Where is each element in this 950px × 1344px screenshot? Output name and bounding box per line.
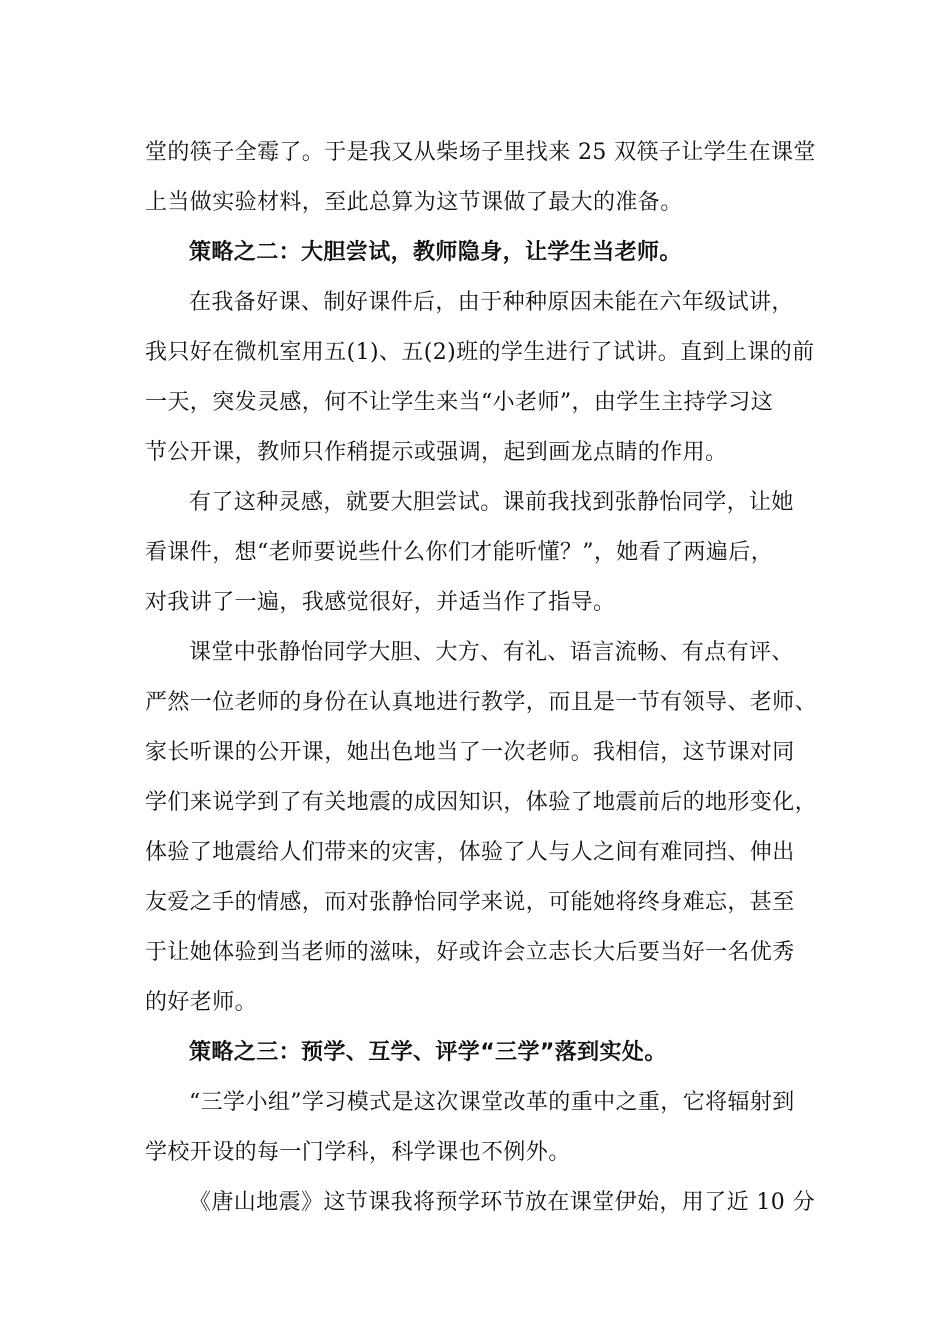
paragraph-line: 一天，突发灵感，何不让学生来当“小老师”，由学生主持学习这 — [145, 390, 774, 415]
paragraph-line: 我只好在微机室用五(1)、五(2)班的学生进行了试讲。直到上课的前 — [145, 340, 815, 365]
paragraph-line: 学们来说学到了有关地震的成因知识，体验了地震前后的地形变化， — [145, 790, 818, 815]
paragraph-line: 在我备好课、制好课件后，由于种种原因未能在六年级试讲， — [189, 290, 794, 315]
paragraph-line: 的好老师。 — [145, 990, 258, 1015]
paragraph-line: 学校开设的每一门学科，科学课也不例外。 — [145, 1140, 571, 1165]
section-heading: 策略之二：大胆尝试，教师隐身，让学生当老师。 — [189, 240, 682, 265]
paragraph-line: 严然一位老师的身份在认真地进行教学，而且是一节有领导、老师、 — [145, 690, 818, 715]
paragraph-line: 看课件，想“老师要说些什么你们才能听懂？”，她看了两遍后， — [145, 540, 774, 565]
paragraph-line: 于让她体验到当老师的滋味，好或许会立志长大后要当好一名优秀 — [145, 940, 795, 965]
paragraph-line: 课堂中张静怡同学大胆、大方、有礼、语言流畅、有点有评、 — [189, 640, 794, 665]
paragraph-line: 友爱之手的情感，而对张静怡同学来说，可能她将终身难忘，甚至 — [145, 890, 795, 915]
paragraph-line: 上当做实验材料，至此总算为这节课做了最大的准备。 — [145, 190, 683, 215]
paragraph-line: 对我讲了一遍，我感觉很好，并适当作了指导。 — [145, 590, 616, 615]
paragraph-line: 堂的筷子全霉了。于是我又从柴场子里找来 25 双筷子让学生在课堂 — [145, 140, 816, 165]
paragraph-line: 节公开课，教师只作稍提示或强调，起到画龙点睛的作用。 — [145, 440, 728, 465]
paragraph-line: 体验了地震给人们带来的灾害，体验了人与人之间有难同挡、伸出 — [145, 840, 795, 865]
paragraph-line: 有了这种灵感，就要大胆尝试。课前我找到张静怡同学，让她 — [189, 490, 794, 515]
paragraph-line: 家长听课的公开课，她出色地当了一次老师。我相信，这节课对同 — [145, 740, 795, 765]
body-text — [145, 128, 825, 1228]
section-heading: 策略之三：预学、互学、评学“三学”落到实处。 — [189, 1040, 667, 1065]
paragraph-line: “三学小组”学习模式是这次课堂改革的重中之重，它将辐射到 — [189, 1090, 795, 1115]
paragraph-line: 《唐山地震》这节课我将预学环节放在课堂伊始，用了近 10 分 — [189, 1190, 815, 1215]
